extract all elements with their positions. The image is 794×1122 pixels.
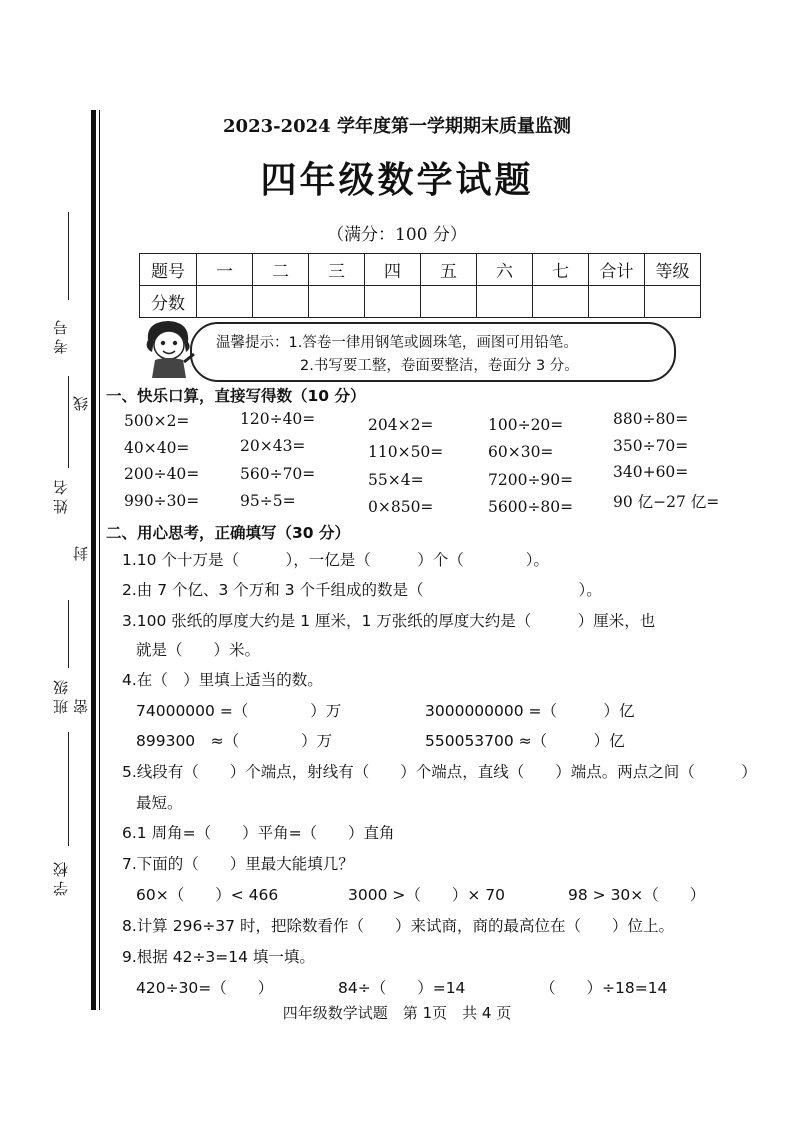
question-3-line1: 3.100 张纸的厚度大约是 1 厘米，1 万张纸的厚度大约是（ ）厘米，也	[122, 612, 656, 630]
calc-item: 560÷70=	[240, 465, 316, 483]
score-table-header-row	[140, 254, 701, 286]
calc-item: 20×43=	[240, 437, 306, 455]
name-label: 姓名	[52, 476, 70, 514]
exam-subtitle: 2023-2024 学年度第一学期期末质量监测	[223, 116, 571, 137]
calc-item: 500×2=	[124, 412, 190, 430]
school-label: 学校	[52, 858, 70, 896]
tip-line-1: 温馨提示：1.答卷一律用钢笔或圆珠笔，画图可用铅笔。	[216, 335, 578, 351]
score-table-cell: 一	[197, 254, 253, 286]
question-3-line2: 就是（ ）米。	[136, 641, 261, 659]
tip-line-2: 2.书写要工整，卷面要整洁，卷面分 3 分。	[300, 358, 579, 374]
question-4: 4.在（ ）里填上适当的数。	[122, 671, 323, 689]
full-score: （满分：100 分）	[327, 225, 467, 245]
score-row-label: 分数	[140, 286, 197, 318]
binding-line-thick	[91, 110, 96, 1010]
score-input-cell[interactable]	[477, 286, 533, 318]
calc-item: 990÷30=	[124, 492, 200, 510]
score-input-cell[interactable]	[589, 286, 645, 318]
calc-item: 95÷5=	[240, 492, 296, 510]
school-underline	[68, 732, 69, 846]
q4-item: 74000000 =（ ）万	[136, 702, 342, 720]
question-7: 7.下面的（ ）里最大能填几？	[122, 855, 354, 873]
score-input-cell[interactable]	[253, 286, 309, 318]
question-8: 8.计算 296÷37 时，把除数看作（ ）来试商，商的最高位在（ ）位上。	[122, 917, 674, 935]
calc-item: 0×850=	[368, 498, 434, 516]
q7-item: 98 > 30×（ ）	[568, 886, 706, 904]
question-1: 1.10 个十万是（ ），一亿是（ ）个（ ）。	[122, 551, 549, 569]
page-footer: 四年级数学试题 第 1页 共 4 页	[282, 1004, 512, 1022]
calc-item: 90 亿−27 亿=	[613, 493, 720, 511]
name-underline	[68, 376, 69, 468]
binding-line-thin	[99, 110, 100, 1010]
score-input-cell[interactable]	[421, 286, 477, 318]
calc-item: 40×40=	[124, 439, 190, 457]
score-table-cell: 四	[365, 254, 421, 286]
q4-item: 550053700 ≈（ ）亿	[425, 732, 625, 750]
score-input-cell[interactable]	[365, 286, 421, 318]
tips-box	[190, 322, 676, 382]
score-table-score-row	[140, 286, 701, 318]
score-table-cell: 七	[533, 254, 589, 286]
q9-item: 84÷（ ）=14	[338, 979, 466, 997]
calc-item: 340+60=	[613, 463, 689, 481]
score-table-cell: 三	[309, 254, 365, 286]
q9-item: 420÷30=（ ）	[136, 979, 274, 997]
calc-item: 350÷70=	[613, 437, 689, 455]
q7-item: 60×（ ）< 466	[136, 886, 279, 904]
section1-title: 一、快乐口算，直接写得数（10 分）	[106, 387, 366, 405]
q7-item: 3000 >（ ）× 70	[348, 886, 505, 904]
score-table-cell: 二	[253, 254, 309, 286]
calc-item: 880÷80=	[613, 410, 689, 428]
score-input-cell[interactable]	[309, 286, 365, 318]
class-underline	[68, 600, 69, 668]
calc-item: 200÷40=	[124, 465, 200, 483]
calc-item: 204×2=	[368, 416, 434, 434]
exam-no-label: 考号	[52, 316, 70, 354]
seal-line-char: 线	[72, 392, 90, 411]
score-table	[139, 253, 701, 318]
q4-item: 899300 ≈（ ）万	[136, 732, 333, 750]
question-2: 2.由 7 个亿、3 个万和 3 个千组成的数是（ ）。	[122, 581, 602, 599]
question-5-line2: 最短。	[136, 794, 183, 812]
secret-char: 密	[72, 695, 90, 714]
section2-title: 二、用心思考，正确填写（30 分）	[106, 524, 350, 542]
score-input-cell[interactable]	[645, 286, 701, 318]
question-9: 9.根据 42÷3=14 填一填。	[122, 948, 315, 966]
calc-item: 7200÷90=	[488, 471, 574, 489]
question-6: 6.1 周角=（ ）平角=（ ）直角	[122, 824, 395, 842]
exam-title: 四年级数学试题	[260, 160, 534, 201]
calc-item: 60×30=	[488, 443, 554, 461]
calc-item: 110×50=	[368, 443, 444, 461]
score-table-cell: 六	[477, 254, 533, 286]
class-label: 班级	[52, 676, 70, 714]
score-table-cell: 等级	[645, 254, 701, 286]
q9-item: （ ）÷18=14	[540, 979, 668, 997]
calc-item: 55×4=	[368, 471, 424, 489]
question-5-line1: 5.线段有（ ）个端点，射线有（ ）个端点，直线（ ）端点。两点之间（ ）	[122, 763, 757, 781]
score-table-cell: 题号	[140, 254, 197, 286]
seal-char: 封	[72, 542, 90, 561]
calc-item: 100÷20=	[488, 416, 564, 434]
calc-item: 5600÷80=	[488, 498, 574, 516]
q4-item: 3000000000 =（ ）亿	[425, 702, 635, 720]
score-table-cell: 合计	[589, 254, 645, 286]
score-table-cell: 五	[421, 254, 477, 286]
score-input-cell[interactable]	[197, 286, 253, 318]
score-input-cell[interactable]	[533, 286, 589, 318]
calc-item: 120÷40=	[240, 410, 316, 428]
